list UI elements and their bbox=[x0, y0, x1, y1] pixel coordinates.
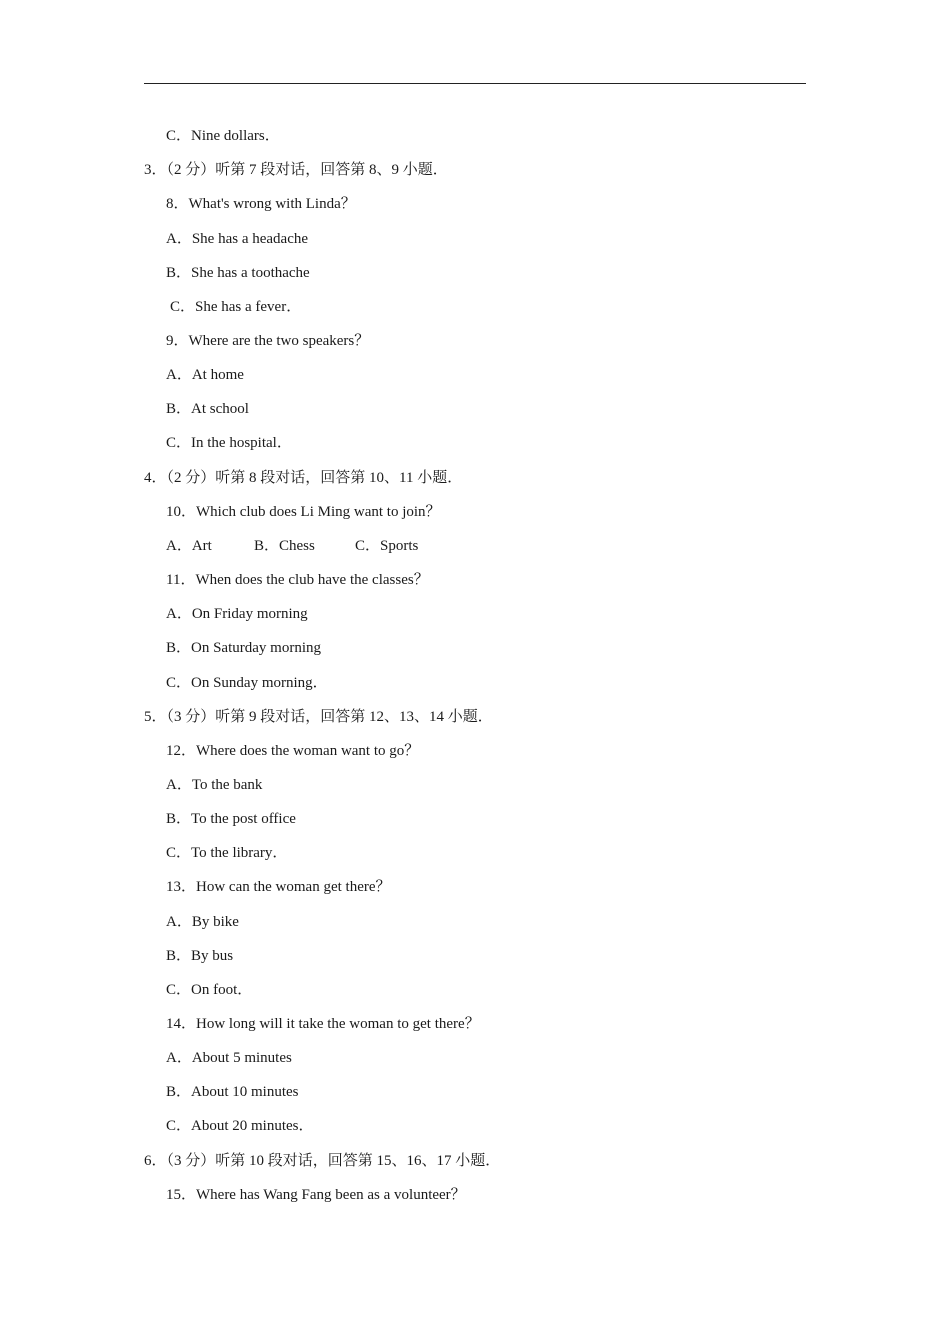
question-12: 12．Where does the woman want to go？ bbox=[166, 743, 420, 759]
option-q13-c: C．On foot． bbox=[166, 982, 253, 998]
question-8: 8．What's wrong with Linda？ bbox=[166, 196, 356, 212]
question-14: 14．How long will it take the woman to get there？ bbox=[166, 1016, 480, 1032]
option-q10-b: B．Chess bbox=[254, 538, 315, 554]
option-q14-c: C．About 20 minutes． bbox=[166, 1118, 314, 1134]
option-q10-a: A．Art bbox=[166, 538, 212, 554]
question-10: 10．Which club does Li Ming want to join？ bbox=[166, 504, 441, 520]
option-q13-b: B．By bus bbox=[166, 948, 234, 964]
option-q11-a: A．On Friday morning bbox=[166, 606, 308, 622]
header-rule bbox=[144, 83, 806, 84]
option-q11-c: C．On Sunday morning． bbox=[166, 675, 328, 691]
option-q14-a: A．About 5 minutes bbox=[166, 1050, 292, 1066]
option-q10-c: C．Sports bbox=[355, 538, 419, 554]
question-11: 11．When does the club have the classes？ bbox=[166, 572, 429, 588]
option-q9-b: B．At school bbox=[166, 401, 249, 417]
option-q14-b: B．About 10 minutes bbox=[166, 1084, 299, 1100]
option-q8-a: A．She has a headache bbox=[166, 231, 309, 247]
question-15: 15．Where has Wang Fang been as a volunteer？ bbox=[166, 1187, 466, 1203]
option-q9-c: C．In the hospital． bbox=[166, 435, 292, 451]
option-q8-b: B．She has a toothache bbox=[166, 265, 310, 281]
option-q12-c: C．To the library． bbox=[166, 845, 288, 861]
section-5-heading: 5．（3 分）听第 9 段对话，回答第 12、13、14 小题． bbox=[144, 709, 493, 725]
option-q7-c: C．Nine dollars． bbox=[166, 128, 280, 144]
section-6-heading: 6．（3 分）听第 10 段对话，回答第 15、16、17 小题． bbox=[144, 1153, 501, 1169]
option-q12-a: A．To the bank bbox=[166, 777, 263, 793]
section-4-heading: 4．（2 分）听第 8 段对话，回答第 10、11 小题． bbox=[144, 470, 463, 486]
option-q13-a: A．By bike bbox=[166, 914, 239, 930]
option-q12-b: B．To the post office bbox=[166, 811, 296, 827]
question-13: 13．How can the woman get there？ bbox=[166, 879, 391, 895]
question-9: 9．Where are the two speakers？ bbox=[166, 333, 370, 349]
section-3-heading: 3．（2 分）听第 7 段对话，回答第 8、9 小题． bbox=[144, 162, 448, 178]
option-q8-c: C．She has a fever． bbox=[170, 299, 302, 315]
option-q9-a: A．At home bbox=[166, 367, 244, 383]
option-q11-b: B．On Saturday morning bbox=[166, 640, 321, 656]
